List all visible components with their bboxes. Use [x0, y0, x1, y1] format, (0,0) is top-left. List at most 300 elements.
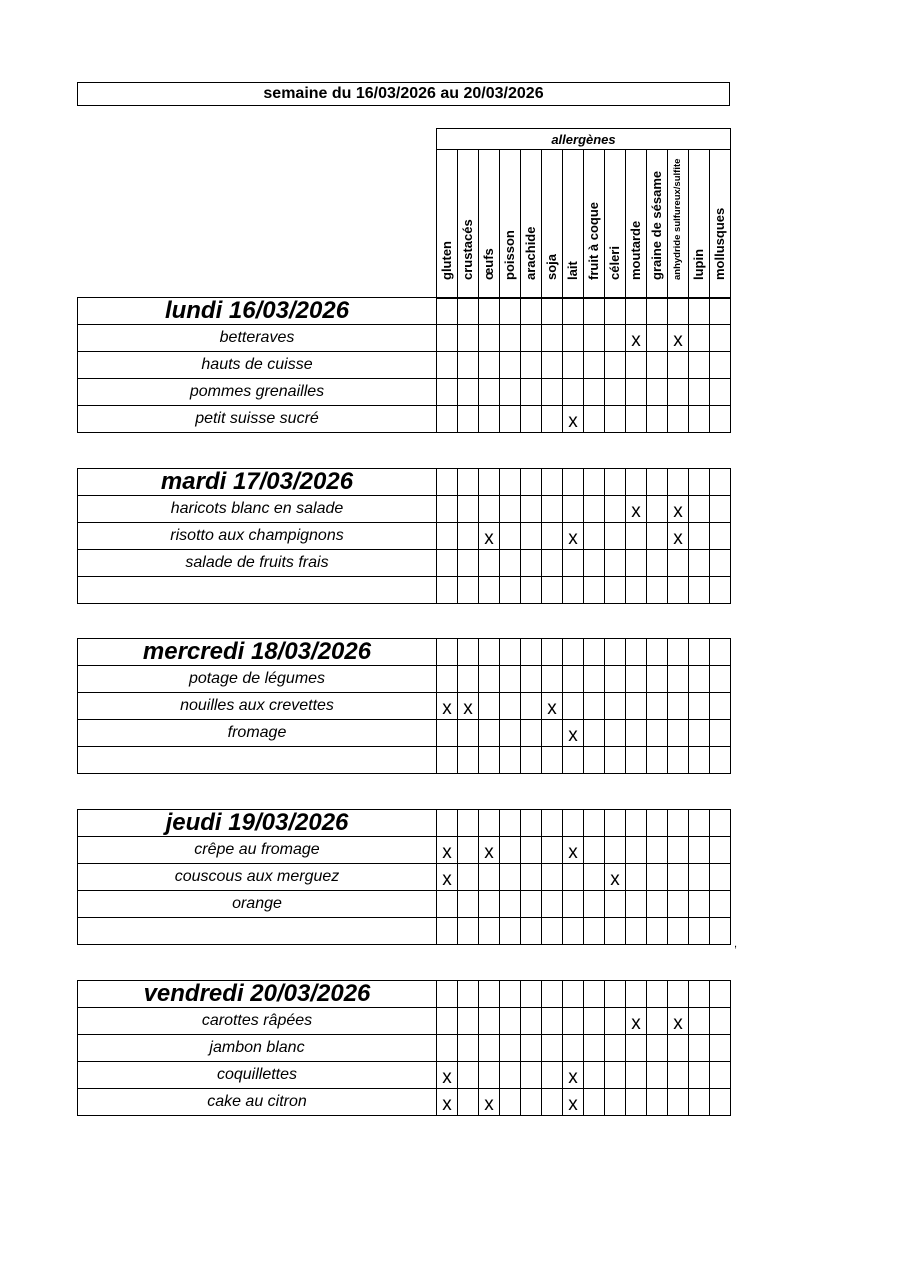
- allergen-cell: [458, 325, 479, 352]
- day-table: [77, 297, 731, 433]
- allergen-cell: [563, 864, 584, 891]
- allergen-cell: [521, 747, 542, 774]
- allergen-cell: [542, 864, 563, 891]
- dish-row: [78, 523, 731, 550]
- allergen-cell: [668, 747, 689, 774]
- allergen-cell: [521, 298, 542, 325]
- allergen-cell: [500, 496, 521, 523]
- allergen-cell: [542, 496, 563, 523]
- allergen-cell: [563, 298, 584, 325]
- allergen-cell: [689, 837, 710, 864]
- allergen-cell: [668, 379, 689, 406]
- allergen-cell: [584, 577, 605, 604]
- allergen-cell: [584, 720, 605, 747]
- allergen-label: fruit à coque: [586, 201, 601, 280]
- allergen-cell: [689, 918, 710, 945]
- allergen-header-cell: [437, 150, 458, 299]
- day-header-row: [78, 639, 731, 666]
- allergen-cell: [689, 1035, 710, 1062]
- allergen-cell: [500, 639, 521, 666]
- allergen-cell: [605, 577, 626, 604]
- allergen-cell: [626, 1062, 647, 1089]
- allergen-cell: [563, 379, 584, 406]
- allergen-cell: [563, 747, 584, 774]
- allergen-cell: [458, 577, 479, 604]
- allergen-cell: [689, 666, 710, 693]
- allergen-cell: [626, 523, 647, 550]
- allergen-cell: [647, 1062, 668, 1089]
- allergen-label: anhydride sulfureux/sulfite: [672, 158, 683, 280]
- allergen-cell: [668, 918, 689, 945]
- allergens-title: allergènes: [437, 129, 731, 150]
- allergen-mark: x: [673, 528, 683, 549]
- allergen-mark: x: [484, 842, 494, 863]
- allergen-cell: [605, 523, 626, 550]
- allergen-cell: [605, 1062, 626, 1089]
- allergen-cell: [521, 379, 542, 406]
- allergen-cell: [689, 639, 710, 666]
- allergen-header-cell: [563, 150, 584, 299]
- allergen-cell: [626, 406, 647, 433]
- allergen-cell: [479, 325, 500, 352]
- allergen-mark: x: [631, 330, 641, 351]
- allergen-cell: [668, 298, 689, 325]
- allergen-cell: [668, 469, 689, 496]
- allergen-cell: [689, 1008, 710, 1035]
- allergen-cell: [710, 550, 731, 577]
- allergen-cell: [521, 918, 542, 945]
- allergen-cell: [458, 918, 479, 945]
- allergen-cell: [584, 891, 605, 918]
- allergen-mark: x: [547, 698, 557, 719]
- allergen-cell: [584, 639, 605, 666]
- allergen-cell: [668, 523, 689, 550]
- allergen-cell: [437, 666, 458, 693]
- allergen-cell: [500, 918, 521, 945]
- allergen-cell: [647, 864, 668, 891]
- allergen-cell: [689, 693, 710, 720]
- allergen-header-cell: [647, 150, 668, 299]
- allergen-cell: [437, 1062, 458, 1089]
- allergen-cell: [647, 1089, 668, 1116]
- allergen-cell: [647, 639, 668, 666]
- allergen-cell: [458, 298, 479, 325]
- allergen-cell: [500, 1035, 521, 1062]
- allergen-cell: [710, 891, 731, 918]
- allergen-cell: [542, 1035, 563, 1062]
- dish-name: cake au citron: [78, 1089, 437, 1116]
- allergen-cell: [605, 810, 626, 837]
- allergen-cell: [479, 379, 500, 406]
- allergen-cell: [479, 720, 500, 747]
- allergen-cell: [458, 666, 479, 693]
- allergen-cell: [563, 325, 584, 352]
- dish-name: [78, 918, 437, 945]
- allergen-label: graine de sésame: [649, 170, 664, 280]
- allergen-cell: [584, 837, 605, 864]
- allergen-cell: [605, 693, 626, 720]
- allergen-cell: [521, 325, 542, 352]
- dish-name: jambon blanc: [78, 1035, 437, 1062]
- allergen-mark: x: [442, 842, 452, 863]
- allergen-cell: [542, 693, 563, 720]
- allergen-cell: [605, 918, 626, 945]
- day-name: mardi 17/03/2026: [78, 469, 437, 496]
- allergen-cell: [500, 1008, 521, 1035]
- allergen-cell: [647, 379, 668, 406]
- allergen-cell: [479, 666, 500, 693]
- allergen-cell: [521, 550, 542, 577]
- dish-name: nouilles aux crevettes: [78, 693, 437, 720]
- allergen-cell: [563, 810, 584, 837]
- allergen-mark: x: [484, 528, 494, 549]
- allergen-cell: [584, 810, 605, 837]
- allergen-cell: [500, 864, 521, 891]
- allergen-cell: [542, 639, 563, 666]
- allergen-cell: [458, 406, 479, 433]
- allergen-cell: [542, 577, 563, 604]
- allergen-cell: [626, 639, 647, 666]
- dish-row: [78, 837, 731, 864]
- allergen-cell: [437, 747, 458, 774]
- allergen-cell: [458, 891, 479, 918]
- allergen-cell: [542, 406, 563, 433]
- dish-name: hauts de cuisse: [78, 352, 437, 379]
- allergen-cell: [605, 352, 626, 379]
- allergen-cell: [563, 639, 584, 666]
- allergen-mark: x: [673, 501, 683, 522]
- allergen-cell: [479, 639, 500, 666]
- allergen-cell: [479, 352, 500, 379]
- allergen-cell: [605, 406, 626, 433]
- allergen-cell: [437, 325, 458, 352]
- allergen-cell: [626, 837, 647, 864]
- day-table: [77, 809, 731, 945]
- allergen-cell: [542, 891, 563, 918]
- allergen-cell: [668, 693, 689, 720]
- allergen-cell: [458, 1062, 479, 1089]
- allergen-cell: [689, 469, 710, 496]
- dish-name: risotto aux champignons: [78, 523, 437, 550]
- allergen-cell: [458, 1089, 479, 1116]
- allergen-cell: [647, 325, 668, 352]
- allergen-cell: [437, 720, 458, 747]
- allergen-cell: [668, 891, 689, 918]
- allergen-cell: [563, 496, 584, 523]
- allergen-label: lait: [565, 261, 580, 280]
- allergen-cell: [521, 693, 542, 720]
- allergen-label: œufs: [481, 248, 496, 280]
- allergen-cell: [542, 981, 563, 1008]
- allergen-label: crustacés: [460, 219, 475, 280]
- allergen-cell: [479, 1089, 500, 1116]
- allergen-cell: [542, 918, 563, 945]
- allergen-cell: [479, 981, 500, 1008]
- allergen-cell: [689, 981, 710, 1008]
- allergen-cell: [458, 747, 479, 774]
- allergen-cell: [563, 1089, 584, 1116]
- allergen-cell: [647, 523, 668, 550]
- allergen-cell: [521, 523, 542, 550]
- allergen-header-cell: [668, 150, 689, 299]
- allergen-cell: [584, 693, 605, 720]
- allergen-header-cell: [626, 150, 647, 299]
- allergen-cell: [605, 325, 626, 352]
- allergen-cell: [500, 325, 521, 352]
- allergen-cell: [710, 523, 731, 550]
- allergen-cell: [479, 693, 500, 720]
- allergen-cell: [626, 1089, 647, 1116]
- allergen-cell: [668, 1035, 689, 1062]
- allergen-cell: [710, 666, 731, 693]
- allergen-cell: [584, 496, 605, 523]
- allergen-cell: [668, 639, 689, 666]
- allergen-cell: [437, 406, 458, 433]
- allergen-cell: [710, 720, 731, 747]
- allergen-cell: [626, 891, 647, 918]
- allergen-cell: [668, 837, 689, 864]
- allergen-cell: [458, 864, 479, 891]
- allergen-cell: [479, 810, 500, 837]
- allergen-cell: [647, 406, 668, 433]
- dish-name: carottes râpées: [78, 1008, 437, 1035]
- allergen-cell: [626, 469, 647, 496]
- allergen-header-cell: [584, 150, 605, 299]
- dish-name: coquillettes: [78, 1062, 437, 1089]
- allergen-cell: [689, 550, 710, 577]
- allergen-cell: [710, 747, 731, 774]
- allergen-cell: [710, 864, 731, 891]
- allergen-cell: [542, 666, 563, 693]
- allergen-cell: [584, 523, 605, 550]
- allergen-cell: [647, 918, 668, 945]
- allergen-cell: [458, 550, 479, 577]
- day-header-row: [78, 981, 731, 1008]
- allergen-mark: x: [568, 842, 578, 863]
- dish-row: [78, 406, 731, 433]
- allergen-cell: [479, 577, 500, 604]
- allergen-mark: x: [442, 698, 452, 719]
- allergen-cell: [605, 981, 626, 1008]
- allergen-header-cell: [605, 150, 626, 299]
- allergen-header-cell: [500, 150, 521, 299]
- dish-row: [78, 693, 731, 720]
- allergen-cell: [668, 406, 689, 433]
- allergen-cell: [605, 550, 626, 577]
- allergen-cell: [500, 1062, 521, 1089]
- allergen-cell: [605, 469, 626, 496]
- allergen-cell: [563, 577, 584, 604]
- allergen-cell: [668, 325, 689, 352]
- allergen-cell: [521, 837, 542, 864]
- allergen-cell: [626, 810, 647, 837]
- allergen-cell: [479, 523, 500, 550]
- dish-row: [78, 864, 731, 891]
- allergen-cell: [584, 550, 605, 577]
- allergen-cell: [647, 496, 668, 523]
- allergen-cell: [521, 496, 542, 523]
- day-header-row: [78, 469, 731, 496]
- allergen-cell: [479, 496, 500, 523]
- allergen-cell: [437, 981, 458, 1008]
- allergen-cell: [647, 577, 668, 604]
- dish-row: [78, 379, 731, 406]
- allergen-cell: [689, 298, 710, 325]
- allergen-cell: [710, 352, 731, 379]
- allergen-cell: [542, 298, 563, 325]
- allergen-cell: [584, 864, 605, 891]
- allergen-cell: [437, 1089, 458, 1116]
- allergen-cell: [710, 577, 731, 604]
- dish-row: [78, 1062, 731, 1089]
- allergen-cell: [542, 747, 563, 774]
- dish-row: [78, 666, 731, 693]
- allergen-cell: [542, 325, 563, 352]
- allergen-cell: [584, 918, 605, 945]
- allergen-cell: [605, 864, 626, 891]
- allergen-cell: [626, 693, 647, 720]
- day-table: [77, 638, 731, 774]
- allergen-cell: [500, 837, 521, 864]
- allergen-cell: [710, 1089, 731, 1116]
- allergen-cell: [479, 864, 500, 891]
- allergen-cell: [710, 810, 731, 837]
- dish-name: pommes grenailles: [78, 379, 437, 406]
- allergen-cell: [437, 864, 458, 891]
- allergen-mark: x: [442, 1094, 452, 1115]
- allergen-cell: [479, 747, 500, 774]
- allergen-cell: [668, 1089, 689, 1116]
- allergen-cell: [668, 666, 689, 693]
- allergen-cell: [437, 352, 458, 379]
- allergen-label: soja: [544, 253, 559, 280]
- allergen-mark: x: [568, 725, 578, 746]
- allergen-cell: [521, 1008, 542, 1035]
- allergen-cell: [500, 298, 521, 325]
- allergen-cell: [647, 666, 668, 693]
- allergen-cell: [437, 693, 458, 720]
- allergen-cell: [689, 379, 710, 406]
- allergen-cell: [689, 1089, 710, 1116]
- day-header-row: [78, 298, 731, 325]
- allergen-cell: [521, 864, 542, 891]
- allergen-mark: x: [568, 411, 578, 432]
- allergen-cell: [437, 1008, 458, 1035]
- allergen-cell: [458, 837, 479, 864]
- allergen-cell: [647, 981, 668, 1008]
- allergen-cell: [668, 352, 689, 379]
- allergen-cell: [668, 577, 689, 604]
- allergen-cell: [689, 523, 710, 550]
- allergen-cell: [626, 981, 647, 1008]
- allergen-mark: x: [568, 1094, 578, 1115]
- allergen-cell: [605, 1008, 626, 1035]
- allergen-cell: [458, 1035, 479, 1062]
- allergen-cell: [710, 981, 731, 1008]
- day-name: mercredi 18/03/2026: [78, 639, 437, 666]
- allergen-cell: [626, 352, 647, 379]
- dish-name: orange: [78, 891, 437, 918]
- allergen-cell: [605, 639, 626, 666]
- allergen-cell: [647, 1008, 668, 1035]
- allergen-header: [436, 128, 731, 299]
- allergen-cell: [479, 918, 500, 945]
- allergen-cell: [605, 666, 626, 693]
- allergen-cell: [437, 918, 458, 945]
- allergen-cell: [689, 1062, 710, 1089]
- allergen-cell: [689, 747, 710, 774]
- allergen-cell: [437, 496, 458, 523]
- dish-name: haricots blanc en salade: [78, 496, 437, 523]
- dish-name: [78, 747, 437, 774]
- allergen-cell: [542, 523, 563, 550]
- allergen-cell: [626, 1008, 647, 1035]
- allergen-cell: [542, 352, 563, 379]
- dish-row: [78, 577, 731, 604]
- allergen-mark: x: [631, 1013, 641, 1034]
- allergen-cell: [668, 864, 689, 891]
- allergen-cell: [500, 693, 521, 720]
- allergen-cell: [563, 666, 584, 693]
- allergen-cell: [437, 577, 458, 604]
- allergen-cell: [668, 550, 689, 577]
- allergen-cell: [479, 1008, 500, 1035]
- allergen-cell: [584, 469, 605, 496]
- dish-row: [78, 496, 731, 523]
- allergen-cell: [542, 1089, 563, 1116]
- allergen-cell: [521, 406, 542, 433]
- allergen-cell: [563, 918, 584, 945]
- allergen-mark: x: [673, 330, 683, 351]
- allergen-cell: [668, 810, 689, 837]
- allergen-cell: [500, 810, 521, 837]
- allergen-mark: x: [442, 1067, 452, 1088]
- allergen-cell: [647, 837, 668, 864]
- dish-name: potage de légumes: [78, 666, 437, 693]
- allergen-cell: [521, 1035, 542, 1062]
- allergen-cell: [626, 1035, 647, 1062]
- allergen-cell: [500, 720, 521, 747]
- allergen-cell: [542, 810, 563, 837]
- allergen-cell: [500, 550, 521, 577]
- allergen-mark: x: [631, 501, 641, 522]
- allergen-cell: [584, 352, 605, 379]
- stray-mark: ,: [734, 938, 738, 950]
- allergen-cell: [500, 666, 521, 693]
- allergen-cell: [626, 747, 647, 774]
- allergen-cell: [584, 406, 605, 433]
- day-name: lundi 16/03/2026: [78, 298, 437, 325]
- allergen-cell: [689, 406, 710, 433]
- dish-row: [78, 891, 731, 918]
- allergen-cell: [521, 891, 542, 918]
- allergen-header-cell: [542, 150, 563, 299]
- allergen-cell: [689, 577, 710, 604]
- allergen-cell: [542, 469, 563, 496]
- allergen-cell: [584, 981, 605, 1008]
- allergen-cell: [542, 550, 563, 577]
- allergen-cell: [647, 891, 668, 918]
- allergen-cell: [479, 298, 500, 325]
- allergen-cell: [626, 325, 647, 352]
- allergen-cell: [689, 325, 710, 352]
- dish-name: fromage: [78, 720, 437, 747]
- allergen-cell: [626, 720, 647, 747]
- allergen-label: gluten: [439, 241, 454, 280]
- allergen-cell: [647, 747, 668, 774]
- allergen-cell: [458, 496, 479, 523]
- dish-row: [78, 325, 731, 352]
